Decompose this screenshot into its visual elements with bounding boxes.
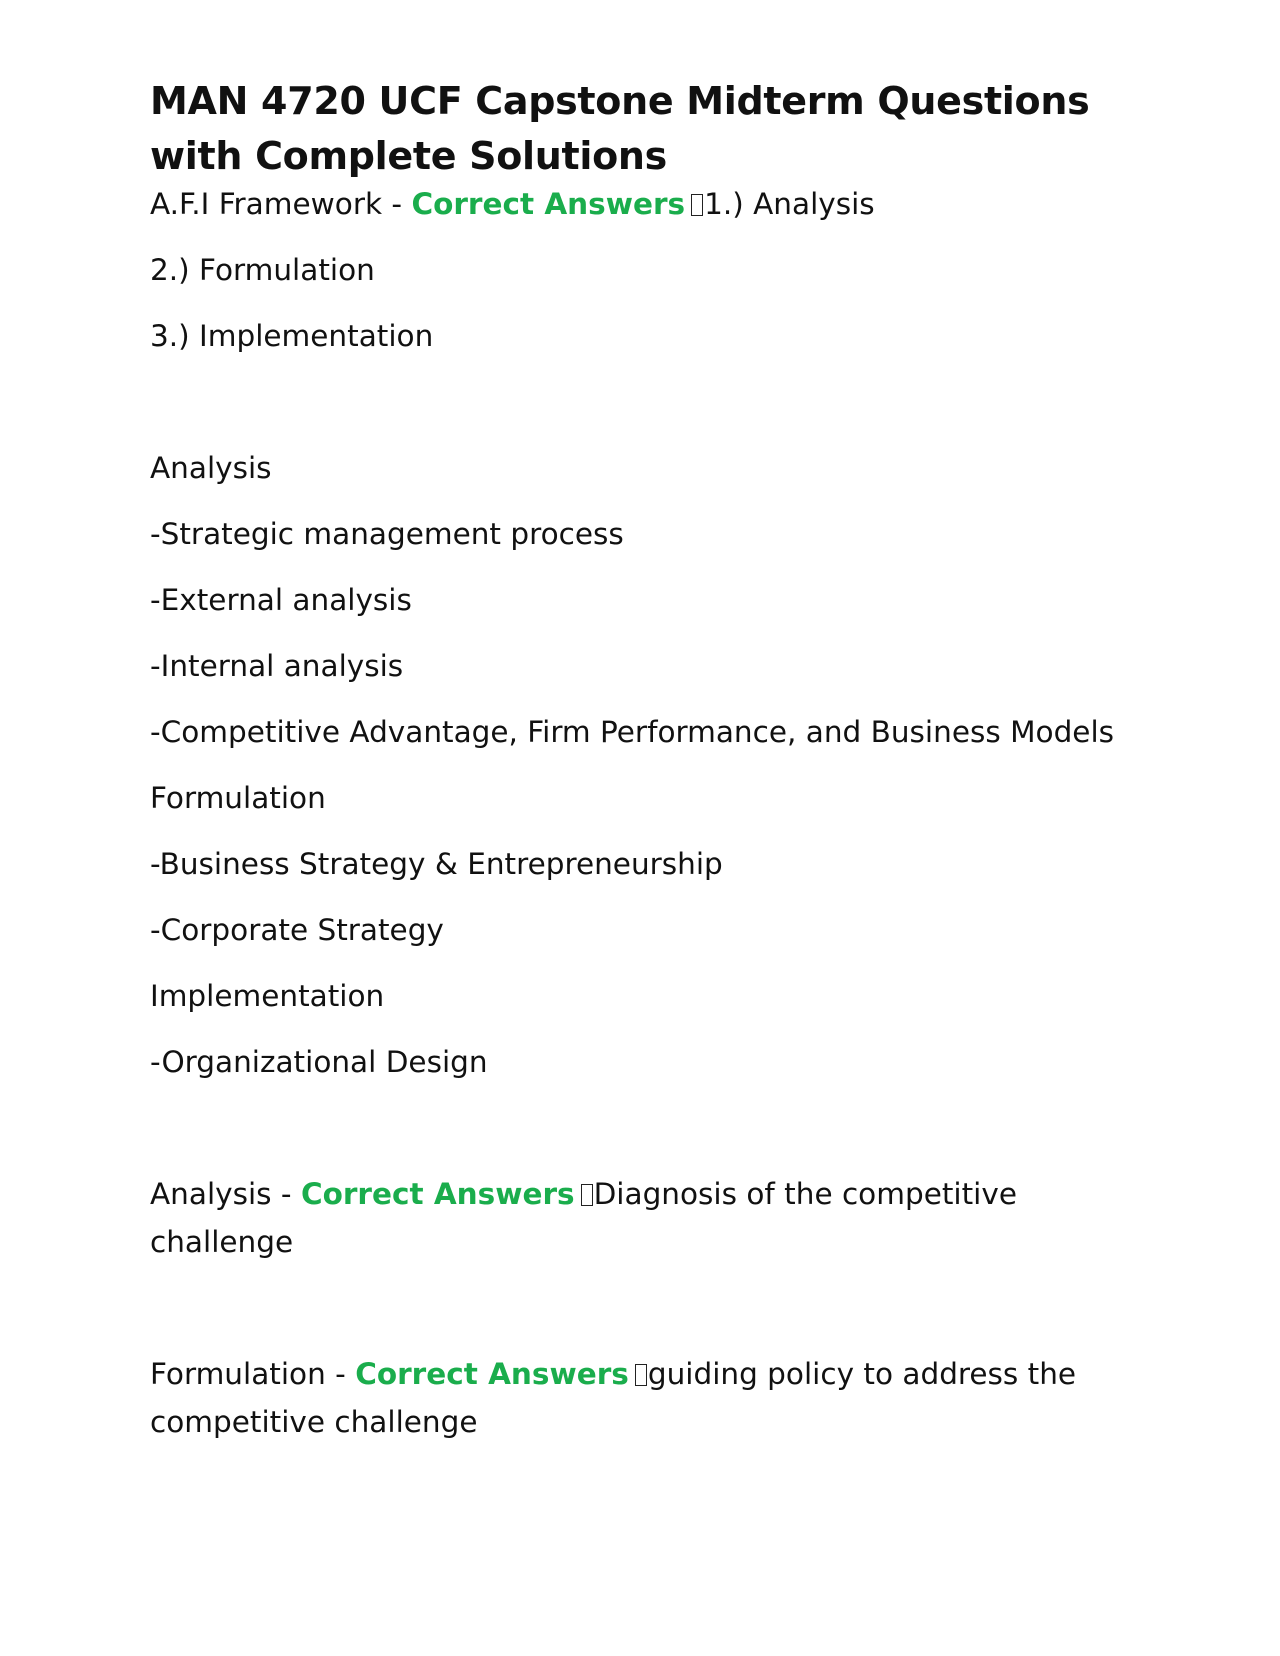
outline-line: Analysis: [150, 451, 272, 485]
answer-text: guiding policy to address the competitive challenge: [150, 1357, 1077, 1439]
missing-glyph-icon: [635, 1364, 647, 1386]
correct-answers-label: Correct Answers: [355, 1357, 629, 1391]
answer-text: 1.) Analysis: [704, 187, 875, 221]
correct-answers-label: Correct Answers: [411, 187, 686, 221]
outline-line: -Business Strategy & Entrepreneurship: [150, 847, 723, 881]
outline-line: -External analysis: [150, 583, 412, 617]
question-term: Formulation -: [150, 1357, 356, 1391]
question-term: Analysis -: [150, 1177, 301, 1211]
outline-line: -Corporate Strategy: [150, 913, 444, 947]
outline-line: Formulation: [150, 781, 326, 815]
outline-line: -Organizational Design: [150, 1045, 488, 1079]
qa-formulation: [150, 1350, 1150, 1446]
document-title: MAN 4720 UCF Capstone Midterm Questions with Complete Solutions: [150, 79, 1090, 178]
question-term: A.F.I Framework -: [150, 187, 412, 221]
qa-afi-framework: [150, 180, 1150, 228]
answer-line: 2.) Formulation: [150, 253, 375, 287]
missing-glyph-icon: [581, 1184, 593, 1206]
qa-analysis: [150, 1170, 1150, 1266]
document-page: [150, 74, 1150, 1464]
answer-line: 3.) Implementation: [150, 319, 434, 353]
spacer: [150, 1104, 1150, 1170]
outline-line: Implementation: [150, 979, 385, 1013]
outline-line: -Competitive Advantage, Firm Performance, and Business Models: [150, 715, 1115, 749]
spacer: [150, 1284, 1150, 1350]
outline-line: -Strategic management process: [150, 517, 624, 551]
outline-line: -Internal analysis: [150, 649, 404, 683]
missing-glyph-icon: [691, 194, 703, 216]
spacer: [150, 378, 1150, 444]
answer-text: Diagnosis of the competitive challenge: [150, 1177, 1017, 1259]
correct-answers-label: Correct Answers: [300, 1177, 575, 1211]
